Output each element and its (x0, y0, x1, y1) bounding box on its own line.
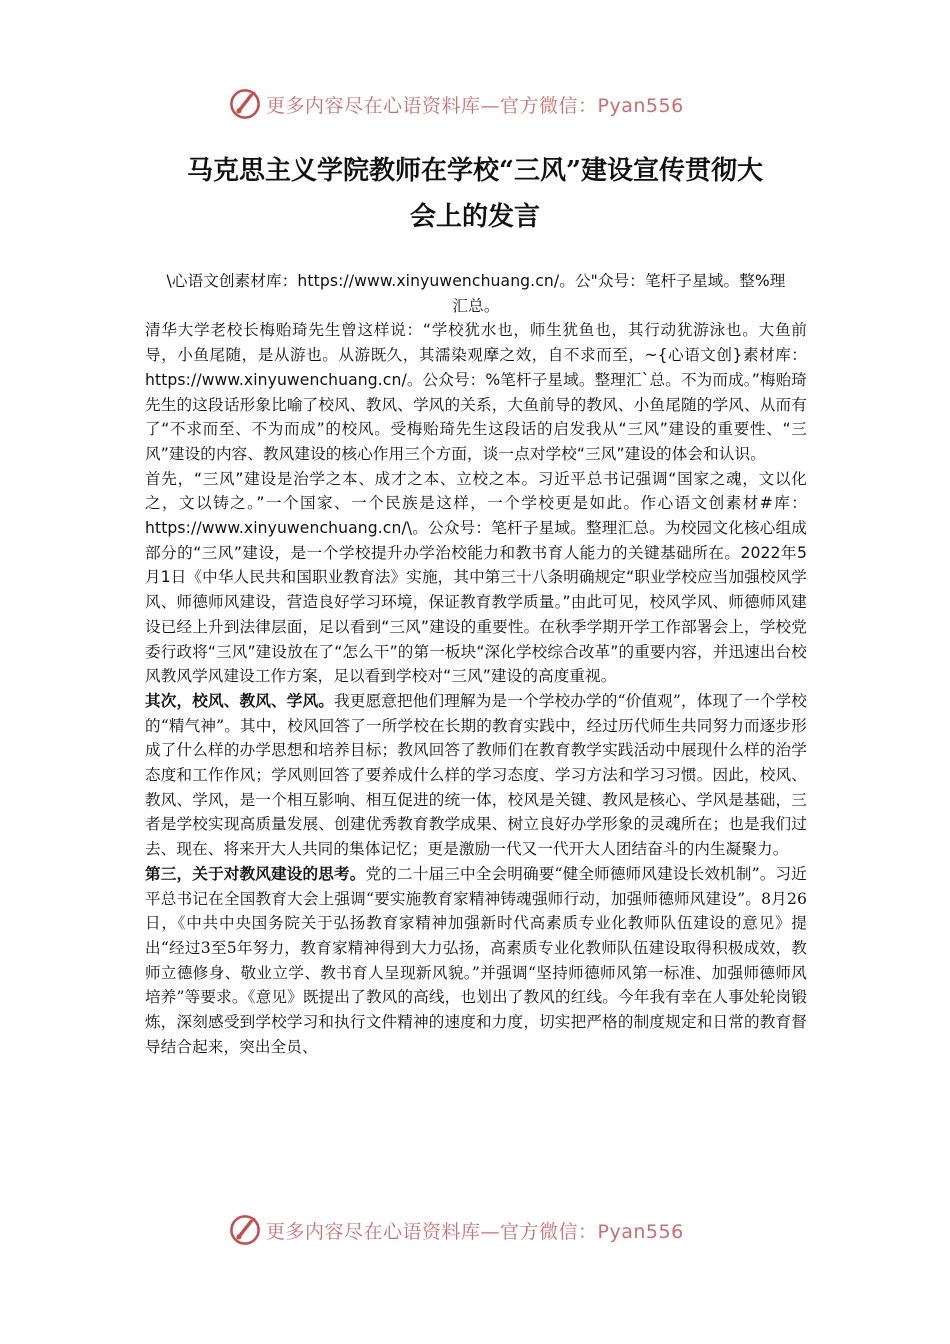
title-line-2: 会上的发言 (409, 202, 540, 232)
paragraph-3-lead: 其次，校风、教风、学风。 (145, 690, 335, 710)
title-line-1: 马克思主义学院教师在学校“三风”建设宣传贯彻大 (187, 156, 763, 186)
paragraph-4-lead: 第三，关于对教风建设的思考。 (145, 863, 366, 883)
banner-text: 更多内容尽在心语资料库—官方微信：Pyan556 (266, 94, 684, 117)
banner-text: 更多内容尽在心语资料库—官方微信：Pyan556 (266, 1220, 684, 1243)
brush-logo-icon (228, 1213, 262, 1247)
paragraph-3: 其次，校风、教风、学风。我更愿意把他们理解为是一个学校办学的“价值观”，体现了一个学校的“精气神”。其中，校风回答了一所学校在长期的教育实践中，经过历代师生共同努力而逐步形成了什么样的办学思想和培养目标；教风回答了教师们在教育教学实践活动中展现什么样的治学态度和工作作风；学风则回答了要养成什么样的学习态度、学习方法和学习习惯。因此，校风、教风、学风，是一个相互影响、相互促进的统一体，校风是关键、教风是核心、学风是基础，三者是学校实现高质量发展、创建优秀教育教学成果、树立良好办学形象的灵魂所在；也是我们过去、现在、将来开大人共同的集体记忆；更是激励一代又一代开大人团结奋斗的内生凝聚力。 (145, 690, 807, 859)
footer-banner (0, 1210, 950, 1250)
document-body (145, 269, 807, 1060)
header-banner (0, 84, 950, 124)
brush-logo-icon (228, 87, 262, 121)
source-line: \心语文创素材库：https://www.xinyuwenchuang.cn/。公"众号：笔杆子星域。整%理 汇总。 (166, 272, 786, 315)
paragraph-1: 清华大学老校长梅贻琦先生曾这样说：“学校犹水也，师生犹鱼也，其行动犹游泳也。大鱼前导，小鱼尾随，是从游也。从游既久，其濡染观摩之效，自不求而至，~{心语文创}素材库：https://www.xinyuwenchuang.cn/。公众号：%笔杆子星域。整理汇`总。不为而成。”梅贻琦先生的这段话形象比喻了校风、教风、学风的关系，大鱼前导的教风、小鱼尾随的学风、从而有了“不求而至、不为而成”的校风。受梅贻琦先生这段话的启发我从“三风”建设的重要性、“三风”建设的内容、教风建设的核心作用三个方面，谈一点对学校“三风”建设的体会和认识。 (145, 321, 807, 463)
paragraph-4: 第三，关于对教风建设的思考。党的二十届三中全会明确要“健全师德师风建设长效机制”。习近平总书记在全国教育大会上强调“要实施教育家精神铸魂强师行动，加强师德师风建设”。8月26日，《中共中央国务院关于弘扬教育家精神加强新时代高素质专业化教师队伍建设的意见》提出“经过3至5年努力，教育家精神得到大力弘扬，高素质专业化教师队伍建设取得积极成效，教师立德修身、敬业立学、教书育人呈现新风貌。”并强调“坚持师德师风第一标准、加强师德师风培养”等要求。《意见》既提出了教风的高线，也划出了教风的红线。今年我有幸在人事处轮岗锻炼，深刻感受到学校学习和执行文件精神的速度和力度，切实把严格的制度规定和日常的教育督导结合起来，突出全员、 (145, 863, 807, 1056)
paragraph-2: 首先，“三风”建设是治学之本、成才之本、立校之本。习近平总书记强调“国家之魂，文以化之，文以铸之。”一个国家、一个民族是这样，一个学校更是如此。作心语文创素材#库：https://www.xinyuwenchuang.cn/\。公众号：笔杆子星域。整理汇总。为校园文化核心组成部分的“三风”建设，是一个学校提升办学治校能力和教书育人能力的关键基础所在。2022年5月1日《中华人民共和国职业教育法》实施，其中第三十八条明确规定“职业学校应当加强校风学风、师德师风建设，营造良好学习环境，保证教育教学质量。”由此可见，校风学风、师德师风建设已经上升到法律层面，足以看到“三风”建设的重要性。在秋季学期开学工作部署会上，学校党委行政将“三风”建设放在了“怎么干”的第一板块“深化学校综合改革”的重要内容，并迅速出台校风教风学风建设工作方案，足以看到学校对“三风”建设的高度重视。 (145, 469, 807, 686)
document-title (120, 148, 830, 240)
